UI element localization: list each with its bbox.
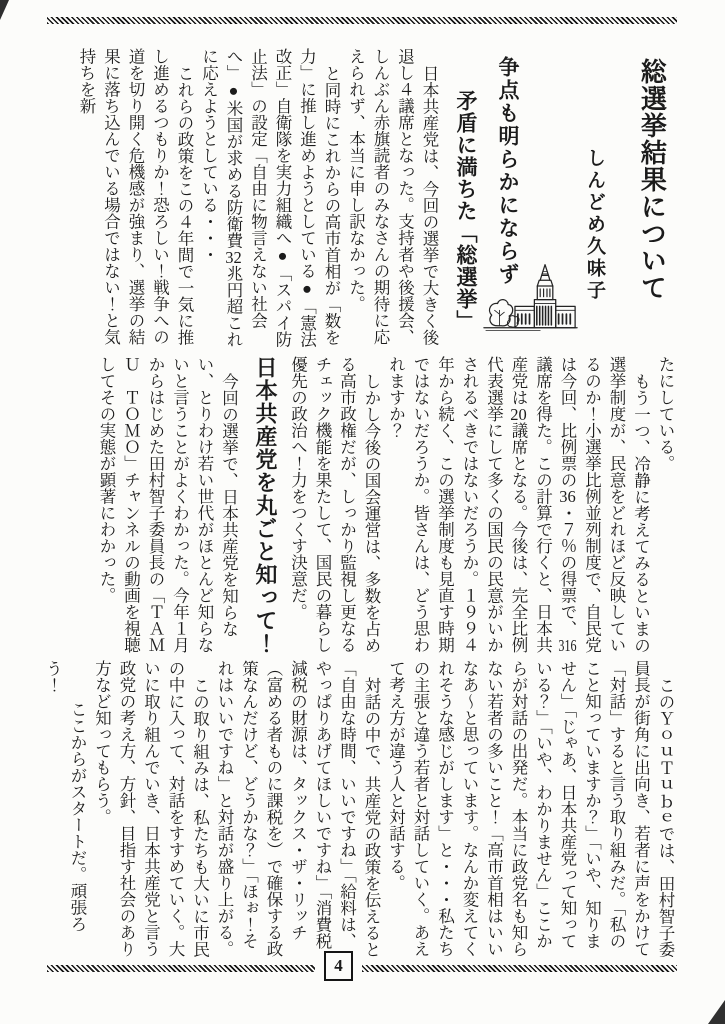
page-number: 4 [334,956,343,975]
paragraph: しかし今後の国会運営は、多数を占める高市政権だが、しっかり監視し更なるチェック機能を果たして、国民の暮らし優先の政治へ！力をつくす決意だ。 [288,356,381,653]
top-border-rule [47,17,677,24]
lead-heading-line2: 矛盾に満ちた「総選挙」 [454,90,477,332]
closing-paragraph: ここからがスタートだ。頑張ろう！ [43,660,87,933]
bottom-border-rule-left [47,965,315,972]
article-title: 総選挙結果について [637,58,667,301]
author-name: しんどめ久味子 [584,148,605,302]
paragraph: たにしている。 [656,356,675,472]
paragraph: と同時にこれからの高市首相が「数を力」に推し進めようとしている●「憲法改正」自衛隊を実力組織へ●「スパイ防止法」の設定「自由に物言えない社会へ」●米国が求める防衛費32兆円超これに応えようとしている・・・ [199,48,341,348]
paragraph: このＹｏｕＴｕｂｅでは、田村智子委員長が街角に出向き、若者に声をかけて「対話」すると言う取り組みだ。「私のこと知っていますか？」「いや、知りません」「じゃあ、日本共産党って知っている？」「いや、わかりません」ここからが対話の出発だ。本当に政党名も知らない若者の多いこと！「高市首相はいいなあ〜と思っています。なんか変えてくれそうな感じがします」と・・・私たちの主張と違う若者と対話していく。あえて考え方が違う人と対話する。 [386,660,675,957]
paragraph: 日本共産党は、今回の選挙で大きく後退し４議席となった。支持者や後援会、しんぶん赤旗読者のみなさんの期待に応えられず、本当に申し訳なかった。 [346,48,439,345]
paragraph: これらの政策をこの４年間で一気に推し進めるつもりか！恐ろしい！戦争への道を切り開く危機感が強まり、選挙の結果に落ち込んでいる場合ではない！と気持ちを新 [77,48,194,345]
national-diet-building-illustration [482,236,579,338]
scan-artifact-top-left [0,0,9,20]
section-heading: 日本共産党を丸ごと知って！ [253,356,278,655]
intro-section [47,48,441,352]
paragraph: 今回の選挙で、日本共産党を知らない、とりわけ若い世代がほとんど知らないと言うことがよくわかった。今年１月からはじめた田村智子委員長の「ＴＡＭＵ ＴＯＭＯ」チャンネルの動画を視聴してその実態が顕著にわかった。 [97,356,239,653]
paragraph: この取り組みは、私たちも大いに市民の中に入って、対話をすすめていく。大いに取り組んでいき、日本共産党と言う政党の考え方、方針、目指す社会のあり方など知ってもらう。 [92,660,210,957]
lead-heading-line1: 争点も明らかにならず [496,56,519,286]
youtube-dialogue-section [43,660,677,960]
bottom-border-rule-right [362,965,677,972]
paragraph: もう一つ、冷静に考えてみるといまの選挙制度が、民意をどれほど反映しているのか！小選挙比例並列制度で、自民党は今回、比例票の36・７％の得票で、316議席を得た。この計算で行くと、日本共産党は20議席となる。今後は、完全比例代表選挙にして多くの国民の民意がいかされるべきではないだろうか。１９９４年から続く、この選挙制度も見直す時期ではないだろうか。皆さんは、どう思われますか？ [386,356,651,653]
scan-artifact-bottom-right [708,1000,725,1024]
election-system-section [47,356,677,658]
page-number-box [324,951,353,981]
paragraph: 対話の中で、共産党の政策を伝えると「自由な時間、いいですね」「給料は、やっぱりあげてほしいですね」「消費税減税の財源は、タックス・ザ・リッチ（富める者ものに課税を）で確保する政策なんだけど、どうかな？」「ほぉ！それはいいですね」と対話が盛り上がる。 [215,660,381,957]
